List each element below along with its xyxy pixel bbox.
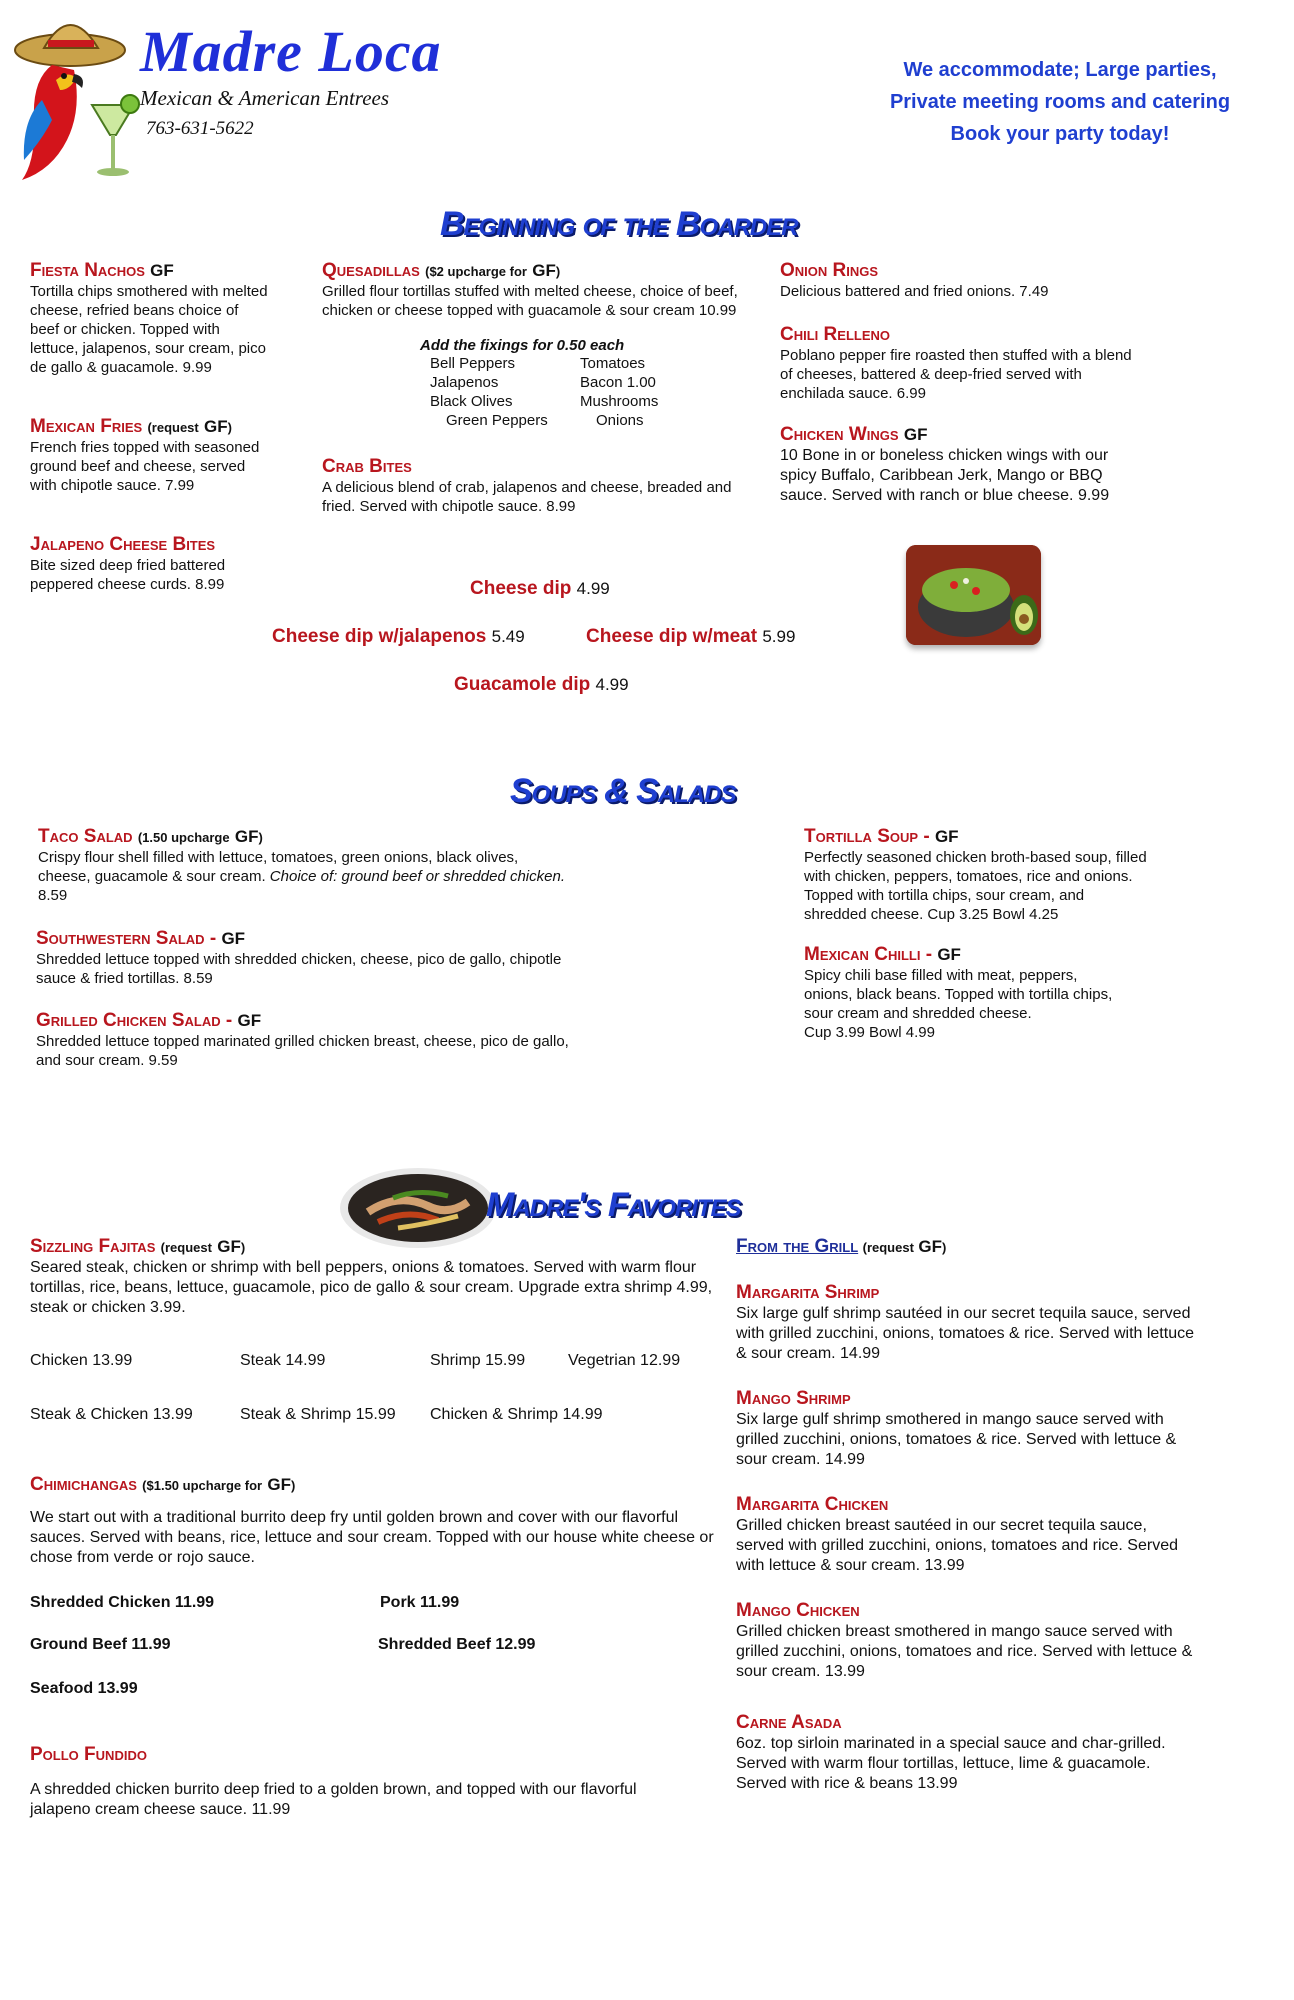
item-title: Chili Relleno bbox=[780, 324, 890, 345]
gf-tag: GF bbox=[221, 929, 246, 948]
dip-price: 5.49 bbox=[491, 627, 525, 646]
item-description: 10 Bone in or boneless chicken wings with our spicy Buffalo, Caribbean Jerk, Mango or BBQ sauce. Served with ranch or blue cheese. 9.99 bbox=[780, 447, 1110, 504]
gf-tag: GF bbox=[267, 1475, 291, 1494]
guacamole-photo bbox=[906, 545, 1041, 645]
fajita-price-chicken-shrimp: Chicken & Shrimp 14.99 bbox=[430, 1406, 603, 1423]
fixing-item: Bell Peppers bbox=[430, 355, 516, 372]
gf-tag: GF bbox=[532, 261, 556, 280]
item-description: A shredded chicken burrito deep fried to a golden brown, and topped with our flavorful jalapeno cream cheese sauce. 11.99 bbox=[30, 1781, 637, 1818]
item-price: 8.59 bbox=[38, 887, 68, 904]
dip-name: Cheese dip w/jalapenos bbox=[272, 626, 487, 647]
item-description: Tortilla chips smothered with melted cheese, refried beans choice of beef or chicken. Topped with lettuce, jalapenos, sour cream, pico de gallo & guacamole. 9.99 bbox=[30, 283, 268, 376]
item-title: Mango Chicken bbox=[736, 1600, 860, 1621]
logo bbox=[12, 10, 142, 190]
item-note: (1.50 upcharge bbox=[137, 830, 230, 845]
item-title: Southwestern Salad - bbox=[36, 928, 217, 949]
item-note-close: ) bbox=[291, 1478, 296, 1493]
menu-item-carne-asada bbox=[736, 1712, 1196, 1794]
fixing-item: Green Peppers bbox=[446, 412, 548, 429]
dip-name: Cheese dip w/meat bbox=[586, 626, 758, 647]
item-title: Tortilla Soup - bbox=[804, 826, 930, 847]
item-description: Spicy chili base filled with meat, peppers, onions, black beans. Topped with tortilla chips, sour cream and shredded cheese. bbox=[804, 967, 1113, 1022]
menu-item-tortilla-soup bbox=[804, 826, 1149, 924]
item-note: ($2 upcharge for bbox=[425, 264, 527, 279]
fixing-item: Bacon 1.00 bbox=[580, 374, 656, 391]
item-title: Chimichangas bbox=[30, 1474, 137, 1495]
item-title: Taco Salad bbox=[38, 826, 133, 847]
fixings-title: Add the fixings for 0.50 each bbox=[420, 337, 625, 354]
item-description: Shredded lettuce topped marinated grilled chicken breast, cheese, pico de gallo, and sour cream. 9.59 bbox=[36, 1033, 569, 1069]
dip-price: 4.99 bbox=[576, 579, 610, 598]
item-title: Pollo Fundido bbox=[30, 1744, 147, 1765]
gf-tag: GF bbox=[204, 417, 228, 436]
item-description: French fries topped with seasoned ground beef and cheese, served with chipotle sauce. 7.99 bbox=[30, 439, 260, 494]
dip-cheese bbox=[470, 578, 610, 600]
section-title-favorites: Madre's Favorites bbox=[486, 1186, 741, 1224]
restaurant-name: Madre Loca bbox=[140, 19, 442, 84]
item-sizes: Cup 3.99 Bowl 4.99 bbox=[804, 1024, 935, 1041]
item-description-text: Crispy flour shell filled with lettuce, tomatoes, green onions, black olives, cheese, guacamole & sour cream. bbox=[38, 849, 519, 885]
dip-price: 5.99 bbox=[762, 627, 796, 646]
item-title: Onion Rings bbox=[780, 260, 879, 281]
menu-item-onion-rings bbox=[780, 260, 1140, 301]
dip-cheese-jalapenos bbox=[272, 626, 525, 648]
promo-line-2: Private meeting rooms and catering bbox=[889, 91, 1231, 113]
item-title: Chicken Wings bbox=[780, 424, 899, 445]
fajita-price-vegetarian: Vegetrian 12.99 bbox=[568, 1352, 681, 1369]
gf-tag: GF bbox=[234, 827, 259, 846]
item-note: (request bbox=[147, 420, 199, 435]
item-description-choice: Choice of: ground beef or shredded chicken. bbox=[269, 868, 565, 885]
item-title: Mexican Fries bbox=[30, 416, 143, 437]
item-description: A delicious blend of crab, jalapenos and cheese, breaded and fried. Served with chipotle sauce. 8.99 bbox=[322, 479, 732, 515]
dip-cheese-meat bbox=[586, 626, 795, 648]
menu-item-sizzling-fajitas bbox=[30, 1236, 720, 1318]
item-title: Quesadillas bbox=[322, 260, 420, 281]
dip-price: 4.99 bbox=[595, 675, 629, 694]
item-description: Grilled flour tortillas stuffed with melted cheese, choice of beef, chicken or cheese topped with guacamole & sour cream 10.99 bbox=[322, 283, 738, 319]
menu-item-jalapeno-cheese-bites bbox=[30, 534, 270, 594]
item-title: Carne Asada bbox=[736, 1712, 842, 1733]
item-title: Mexican Chilli - bbox=[804, 944, 933, 965]
fixing-item: Jalapenos bbox=[430, 374, 499, 391]
section-title-soups: Soups & Salads bbox=[510, 772, 736, 810]
item-title: Crab Bites bbox=[322, 456, 412, 477]
menu-item-margarita-shrimp bbox=[736, 1282, 1196, 1364]
item-description: 6oz. top sirloin marinated in a special sauce and char-grilled. Served with warm flour tortillas, lettuce, lime & guacamole. Served with rice & beans 13.99 bbox=[736, 1735, 1166, 1792]
fixing-item: Mushrooms bbox=[580, 393, 659, 410]
menu-item-quesadillas bbox=[322, 260, 742, 320]
item-description: Seared steak, chicken or shrimp with bell peppers, onions & tomatoes. Served with warm flour tortillas, rice, beans, lettuce, guacamole, pico de gallo & sour cream. Upgrade extra shrimp 4.99, steak or chicken 3.99. bbox=[30, 1259, 713, 1316]
dip-name: Cheese dip bbox=[470, 578, 572, 599]
item-note: (request bbox=[160, 1240, 212, 1255]
menu-item-crab-bites bbox=[322, 456, 742, 516]
item-note: (request bbox=[862, 1240, 914, 1255]
gf-tag: GF bbox=[237, 1011, 262, 1030]
chimi-option-seafood: Seafood 13.99 bbox=[30, 1680, 138, 1697]
section-title-beginning: Beginning of the Boarder bbox=[440, 205, 798, 243]
menu-item-fiesta-nachos bbox=[30, 260, 270, 377]
item-description: Shredded lettuce topped with shredded chicken, cheese, pico de gallo, chipotle sauce & fried tortillas. 8.59 bbox=[36, 951, 562, 987]
item-title: From the Grill bbox=[736, 1236, 859, 1257]
item-title: Margarita Shrimp bbox=[736, 1282, 880, 1303]
fajita-price-steak: Steak 14.99 bbox=[240, 1352, 326, 1369]
menu-item-southwestern-salad bbox=[36, 928, 576, 988]
item-description: Grilled chicken breast sautéed in our secret tequila sauce, served with grilled zucchini, onions, tomatoes and rice. Served with lettuce & sour cream. 13.99 bbox=[736, 1517, 1178, 1574]
item-title: Grilled Chicken Salad - bbox=[36, 1010, 233, 1031]
item-description: Six large gulf shrimp smothered in mango sauce served with grilled zucchini, onions, tomatoes & rice. Served with lettuce & sour cream. 14.99 bbox=[736, 1411, 1177, 1468]
gf-tag: GF bbox=[934, 827, 959, 846]
item-note-close: ) bbox=[227, 420, 232, 435]
fajita-price-steak-shrimp: Steak & Shrimp 15.99 bbox=[240, 1406, 396, 1423]
promo-block bbox=[880, 54, 1240, 150]
dip-guacamole bbox=[454, 674, 629, 696]
item-description bbox=[38, 848, 568, 905]
chimi-option-shredded-chicken: Shredded Chicken 11.99 bbox=[30, 1594, 215, 1611]
menu-item-grilled-chicken-salad bbox=[36, 1010, 576, 1070]
menu-item-mango-chicken bbox=[736, 1600, 1196, 1682]
dip-name: Guacamole dip bbox=[454, 674, 591, 695]
menu-item-taco-salad bbox=[38, 826, 568, 905]
gf-tag: GF bbox=[150, 261, 174, 280]
item-description: We start out with a traditional burrito deep fry until golden brown and cover with our flavorful sauces. Served with beans, rice, lettuce and sour cream. Topped with our house white cheese or chose from verde or rojo sauce. bbox=[30, 1509, 714, 1566]
chimi-option-ground-beef: Ground Beef 11.99 bbox=[30, 1636, 171, 1653]
gf-tag: GF bbox=[903, 425, 928, 444]
restaurant-phone: 763-631-5622 bbox=[146, 118, 254, 139]
item-title: Mango Shrimp bbox=[736, 1388, 851, 1409]
item-description: Perfectly seasoned chicken broth-based soup, filled with chicken, peppers, tomatoes, rice and onions. Topped with tortilla chips, sour cream, and shredded cheese. Cup 3.25 Bowl 4.25 bbox=[804, 849, 1147, 923]
gf-tag: GF bbox=[937, 945, 961, 964]
menu-item-mexican-chilli bbox=[804, 944, 1114, 1042]
menu-item-mexican-fries bbox=[30, 416, 270, 495]
item-note-close: ) bbox=[258, 830, 263, 845]
item-title: Fiesta Nachos bbox=[30, 260, 145, 281]
gf-tag: GF bbox=[918, 1237, 942, 1256]
item-note-close: ) bbox=[240, 1240, 246, 1255]
promo-line-3: Book your party today! bbox=[950, 123, 1170, 145]
menu-item-chicken-wings bbox=[780, 424, 1140, 506]
fixing-item: Black Olives bbox=[430, 393, 513, 410]
from-the-grill-heading bbox=[736, 1236, 946, 1258]
menu-item-mango-shrimp bbox=[736, 1388, 1196, 1470]
item-description: Poblano pepper fire roasted then stuffed with a blend of cheeses, battered & deep-fried served with enchilada sauce. 6.99 bbox=[780, 347, 1132, 402]
item-note-close: ) bbox=[555, 264, 561, 279]
menu-item-margarita-chicken bbox=[736, 1494, 1196, 1576]
item-description: Bite sized deep fried battered peppered cheese curds. 8.99 bbox=[30, 557, 226, 593]
guacamole-bowl-icon bbox=[906, 545, 1041, 645]
menu-item-chimichangas bbox=[30, 1474, 720, 1568]
item-note-close: ) bbox=[941, 1240, 947, 1255]
item-description: Grilled chicken breast smothered in mango sauce served with grilled zucchini, onions, tomatoes and rice. Served with lettuce & sour cream. 13.99 bbox=[736, 1623, 1193, 1680]
fixing-item: Tomatoes bbox=[580, 355, 646, 372]
fajita-price-steak-chicken: Steak & Chicken 13.99 bbox=[30, 1406, 193, 1423]
item-description: Delicious battered and fried onions. 7.49 bbox=[780, 283, 1049, 300]
fixings-block bbox=[420, 337, 720, 430]
item-title: Sizzling Fajitas bbox=[30, 1236, 156, 1257]
fixings-list bbox=[420, 354, 720, 430]
promo-line-1: We accommodate; Large parties, bbox=[903, 59, 1217, 81]
item-description: Six large gulf shrimp sautéed in our secret tequila sauce, served with grilled zucchini, onions, tomatoes & rice. Served with lettuce & sour cream. 14.99 bbox=[736, 1305, 1194, 1362]
gf-tag: GF bbox=[217, 1237, 241, 1256]
fajita-price-shrimp: Shrimp 15.99 bbox=[430, 1352, 526, 1369]
restaurant-tagline: Mexican & American Entrees bbox=[140, 86, 390, 110]
menu-item-pollo-fundido bbox=[30, 1744, 680, 1820]
fixing-item: Onions bbox=[596, 412, 644, 429]
fajita-price-chicken: Chicken 13.99 bbox=[30, 1352, 133, 1369]
item-title: Jalapeno Cheese Bites bbox=[30, 534, 216, 555]
chimi-option-shredded-beef: Shredded Beef 12.99 bbox=[378, 1636, 536, 1653]
menu-item-chili-relleno bbox=[780, 324, 1140, 403]
item-title: Margarita Chicken bbox=[736, 1494, 889, 1515]
item-note: ($1.50 upcharge for bbox=[142, 1478, 263, 1493]
parrot-sombrero-icon bbox=[12, 10, 142, 190]
chimi-option-pork: Pork 11.99 bbox=[380, 1594, 460, 1611]
